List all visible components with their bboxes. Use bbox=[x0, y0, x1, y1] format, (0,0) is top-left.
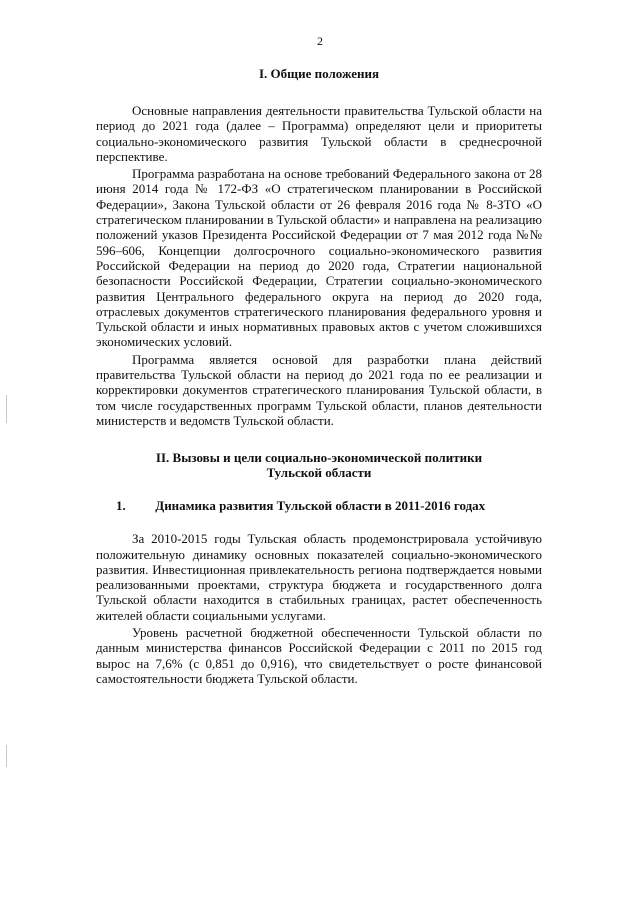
section-challenges-heading-line1: II. Вызовы и цели социально-экономической политики bbox=[155, 450, 483, 466]
document-body bbox=[96, 66, 542, 686]
general-paragraph-1: Основные направления деятельности правительства Тульской области на период до 2021 года (далее – Программа) определяют цели и приоритеты социально-экономического развития Тульской области в среднесрочной перспективе. bbox=[96, 103, 542, 164]
general-paragraph-3: Программа является основой для разработки плана действий правительства Тульской области на период до 2021 года по ее реализации и корректировки документов стратегического планирования Тульской области, в том числе государственных программ Тульской области, планов деятельности министерств и ведомств Тульской области. bbox=[96, 351, 542, 428]
scan-edge-mark-bottom bbox=[6, 745, 7, 767]
scan-edge-mark-top bbox=[6, 395, 7, 423]
general-paragraph-2: Программа разработана на основе требований Федерального закона от 28 июня 2014 года № 172-ФЗ «О стратегическом планировании в Российской Федерации», Закона Тульской области от 26 февраля 2016 года № 8-ЗТО «О стратегическом планировании в Тульской области» и направлена на реализацию положений указов Президента Российской Федерации от 7 мая 2012 года №№ 596–606, Концепции долгосрочного социально-экономического развития Российской Федерации на период до 2020 года, Стратегии национальной безопасности Российской Федерации, Стратегии социально-экономического развития Центрального федерального округа на период до 2020 года, отраслевых документов стратегического планирования федерального уровня и Тульской области и иных нормативных правовых актов с учетом сложившихся экономических условий. bbox=[96, 166, 542, 350]
subsection-title: Динамика развития Тульской области в 2011-2016 годах bbox=[155, 498, 486, 514]
section-challenges-heading-line2: Тульской области bbox=[266, 465, 372, 481]
dynamics-paragraph-1: За 2010-2015 годы Тульская область продемонстрировала устойчивую положительную динамику основных показателей социально-экономического развития. Инвестиционная привлекательность региона подтверждается новыми реализованными проектами, структура бюджета и государственного долга Тульской области находится в стабильных границах, растет обеспеченность жителей области социальными услугами. bbox=[96, 531, 542, 623]
dynamics-paragraph-2: Уровень расчетной бюджетной обеспеченности Тульской области по данным министерства финансов Российской Федерации с 2011 по 2015 год вырос на 7,6% (с 0,851 до 0,916), что свидетельствует о росте финансовой самостоятельности бюджета Тульской области. bbox=[96, 625, 542, 686]
page-number: 2 bbox=[317, 34, 323, 48]
subsection-number: 1. bbox=[116, 498, 126, 514]
section-challenges-heading bbox=[96, 450, 542, 480]
subsection-dynamics-heading bbox=[96, 498, 542, 513]
section-general-heading: I. Общие положения bbox=[259, 66, 379, 81]
